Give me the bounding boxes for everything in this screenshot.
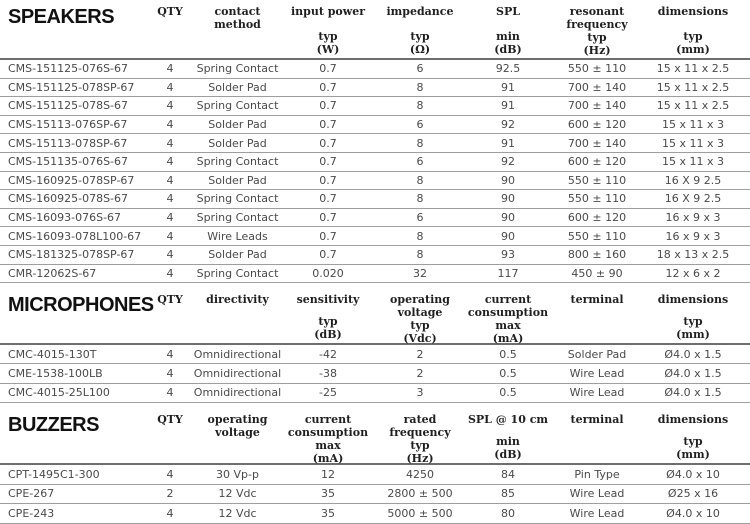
table-row xyxy=(0,116,750,135)
part-number-cell: CMS-160925-078S-67 xyxy=(8,192,129,206)
part-number-cell: CMS-15113-078SP-67 xyxy=(8,136,128,150)
column-sub-label: typ xyxy=(410,30,430,43)
value-cell: Ø4.0 x 1.5 xyxy=(664,367,722,381)
table-row xyxy=(0,384,750,403)
value-cell: Solder Pad xyxy=(208,118,267,132)
value-cell: 4 xyxy=(166,248,174,262)
value-cell: 6 xyxy=(416,118,424,132)
value-cell: Pin Type xyxy=(574,467,620,481)
value-cell: 90 xyxy=(501,211,515,225)
value-cell: 0.7 xyxy=(319,192,337,206)
column-sub-label: typ xyxy=(410,439,430,453)
column-sub-label: min xyxy=(496,435,520,449)
column-header-current-consumption xyxy=(467,293,549,346)
table-row xyxy=(0,60,750,79)
value-cell: 4 xyxy=(166,136,174,150)
value-cell: 700 ± 140 xyxy=(567,136,627,150)
value-cell: Spring Contact xyxy=(196,99,279,113)
value-cell: 2 xyxy=(166,487,174,501)
value-cell: 93 xyxy=(501,248,515,262)
value-cell: -42 xyxy=(319,347,337,361)
part-number-cell: CMS-15113-076SP-67 xyxy=(8,118,128,132)
value-cell: 12 x 6 x 2 xyxy=(665,266,721,280)
value-cell: 550 ± 110 xyxy=(567,229,627,243)
part-number-cell: CMS-151125-078S-67 xyxy=(8,99,129,113)
value-cell: 0.7 xyxy=(319,211,337,225)
value-cell: 8 xyxy=(416,192,424,206)
value-cell: 6 xyxy=(416,62,424,76)
column-label: sensitivity xyxy=(296,293,360,307)
value-cell: 92 xyxy=(501,155,515,169)
buzzers-header-row xyxy=(0,410,750,465)
value-cell: 18 x 13 x 2.5 xyxy=(656,248,730,262)
column-sub-label: (mA) xyxy=(312,452,344,466)
value-cell: Spring Contact xyxy=(196,211,279,225)
column-label: impedance xyxy=(386,5,454,18)
value-cell: 2800 ± 500 xyxy=(387,487,453,501)
value-cell: 91 xyxy=(501,99,515,113)
value-cell: 700 ± 140 xyxy=(567,99,627,113)
value-cell: 35 xyxy=(321,507,335,520)
column-sub-labels xyxy=(467,435,549,461)
table-row xyxy=(0,190,750,209)
value-cell: 4 xyxy=(166,367,174,381)
value-cell: 2 xyxy=(416,347,424,361)
value-cell: 91 xyxy=(501,136,515,150)
value-cell: 4 xyxy=(166,80,174,94)
column-sub-label: typ xyxy=(318,30,338,43)
value-cell: 8 xyxy=(416,173,424,187)
value-cell: 6 xyxy=(416,211,424,225)
column-sub-label: min xyxy=(496,30,520,43)
value-cell: 0.5 xyxy=(499,386,517,400)
column-label: terminal xyxy=(570,413,624,427)
part-number-cell: CMS-181325-078SP-67 xyxy=(8,248,135,262)
part-number-cell: CPE-243 xyxy=(8,507,55,520)
value-cell: 85 xyxy=(501,487,515,501)
column-sub-labels xyxy=(467,319,549,345)
value-cell: Spring Contact xyxy=(196,155,279,169)
value-cell: 4 xyxy=(166,99,174,113)
column-header-spl xyxy=(467,5,549,56)
column-header-dimensions xyxy=(645,413,741,461)
column-sub-labels xyxy=(283,30,373,56)
part-number-cell: CMC-4015-130T xyxy=(8,347,97,361)
value-cell: 700 ± 140 xyxy=(567,80,627,94)
value-cell: 550 ± 110 xyxy=(567,173,627,187)
value-cell: 15 x 11 x 2.5 xyxy=(656,99,730,113)
part-number-cell: CMS-160925-078SP-67 xyxy=(8,173,135,187)
value-cell: 0.7 xyxy=(319,62,337,76)
value-cell: Solder Pad xyxy=(208,136,267,150)
value-cell: 5000 ± 500 xyxy=(387,507,453,520)
column-label: dimensions xyxy=(657,5,729,18)
column-sub-label: (Ω) xyxy=(409,43,431,56)
column-header-contact-method xyxy=(192,5,283,56)
part-number-cell: CPT-1495C1-300 xyxy=(8,467,100,481)
microphones-table-body xyxy=(0,345,750,403)
value-cell: Wire Lead xyxy=(569,507,625,520)
column-header-dimensions xyxy=(645,5,741,56)
column-sub-label: (Vdc) xyxy=(403,332,437,346)
column-label: resonant frequency xyxy=(566,5,628,31)
column-header-operating-voltage xyxy=(373,293,467,346)
column-header-qty xyxy=(148,5,192,56)
column-label: directivity xyxy=(206,293,269,307)
value-cell: 2 xyxy=(416,367,424,381)
value-cell: Spring Contact xyxy=(196,266,279,280)
column-sub-labels xyxy=(373,439,467,465)
column-label: current consumption xyxy=(287,413,369,440)
value-cell: 800 ± 160 xyxy=(567,248,627,262)
value-cell: 600 ± 120 xyxy=(567,211,627,225)
column-sub-labels xyxy=(645,435,741,461)
value-cell: 6 xyxy=(416,155,424,169)
column-label: operating voltage xyxy=(390,293,450,320)
value-cell: 91 xyxy=(501,80,515,94)
value-cell: 8 xyxy=(416,248,424,262)
value-cell: 4 xyxy=(166,386,174,400)
column-header-sensitivity xyxy=(283,293,373,341)
value-cell: 84 xyxy=(501,467,515,481)
value-cell: 15 x 11 x 3 xyxy=(662,118,724,132)
value-cell: Solder Pad xyxy=(567,347,627,361)
part-number-cell: CMS-16093-076S-67 xyxy=(8,211,122,225)
value-cell: 0.7 xyxy=(319,80,337,94)
value-cell: 90 xyxy=(501,229,515,243)
part-number-cell: CMS-151135-076S-67 xyxy=(8,155,129,169)
value-cell: 15 x 11 x 2.5 xyxy=(656,80,730,94)
value-cell: 92.5 xyxy=(495,62,521,76)
part-number-cell: CME-1538-100LB xyxy=(8,367,103,381)
value-cell: 4 xyxy=(166,507,174,520)
value-cell: 550 ± 110 xyxy=(567,62,627,76)
value-cell: 15 x 11 x 3 xyxy=(662,136,724,150)
column-sub-label: (mm) xyxy=(676,43,710,56)
value-cell: 8 xyxy=(416,229,424,243)
value-cell: 16 X 9 2.5 xyxy=(664,173,722,187)
value-cell: Solder Pad xyxy=(208,80,267,94)
part-number-cell: CPE-267 xyxy=(8,487,55,501)
column-sub-label: (W) xyxy=(316,43,340,56)
column-label: SPL xyxy=(496,5,520,18)
column-sub-labels xyxy=(373,319,467,345)
table-row xyxy=(0,172,750,191)
column-sub-label: (dB) xyxy=(494,448,522,462)
part-number-cell: CMS-16093-078L100-67 xyxy=(8,229,142,243)
part-number-cell: CMS-151125-078SP-67 xyxy=(8,80,135,94)
value-cell: 4 xyxy=(166,467,174,481)
column-sub-label: max xyxy=(495,319,521,333)
column-sub-labels xyxy=(467,30,549,56)
column-header-qty xyxy=(148,413,192,461)
section-title-microphones: MICROPHONES xyxy=(8,294,154,317)
column-header-directivity xyxy=(192,293,283,341)
table-row xyxy=(0,485,750,505)
value-cell: 450 ± 90 xyxy=(571,266,623,280)
column-sub-labels xyxy=(645,315,741,341)
column-header-terminal xyxy=(549,293,645,341)
column-label: current consumption xyxy=(467,293,549,320)
column-header-qty xyxy=(148,293,192,341)
column-label: operating voltage xyxy=(207,413,268,440)
value-cell: 8 xyxy=(416,80,424,94)
table-row xyxy=(0,364,750,383)
column-label: rated frequency xyxy=(389,413,451,440)
microphones-section xyxy=(0,290,750,403)
value-cell: 4 xyxy=(166,211,174,225)
value-cell: Solder Pad xyxy=(208,248,267,262)
value-cell: Wire Lead xyxy=(569,487,625,501)
column-label: SPL @ 10 cm xyxy=(467,413,549,427)
value-cell: Omnidirectional xyxy=(193,347,282,361)
value-cell: 4 xyxy=(166,192,174,206)
column-label: contact method xyxy=(214,5,261,31)
value-cell: 0.7 xyxy=(319,136,337,150)
value-cell: 16 X 9 2.5 xyxy=(664,192,722,206)
speakers-section xyxy=(0,2,750,283)
speakers-table-body xyxy=(0,60,750,283)
value-cell: Ø25 x 16 xyxy=(667,487,719,501)
column-header-input-power xyxy=(283,5,373,56)
column-label: terminal xyxy=(570,293,624,307)
column-sub-label: (Hz) xyxy=(583,44,611,57)
value-cell: 4 xyxy=(166,62,174,76)
value-cell: 0.7 xyxy=(319,229,337,243)
column-sub-label: (dB) xyxy=(494,43,522,56)
column-sub-label: typ xyxy=(683,435,703,449)
value-cell: 3 xyxy=(416,386,424,400)
value-cell: 16 x 9 x 3 xyxy=(665,229,721,243)
value-cell: Spring Contact xyxy=(196,192,279,206)
value-cell: 4 xyxy=(166,266,174,280)
value-cell: 4 xyxy=(166,347,174,361)
value-cell: Ø4.0 x 1.5 xyxy=(664,386,722,400)
buzzers-table-body xyxy=(0,465,750,524)
column-sub-label: max xyxy=(315,439,341,453)
value-cell: 16 x 9 x 3 xyxy=(665,211,721,225)
value-cell: Ø4.0 x 10 xyxy=(666,467,720,481)
table-row xyxy=(0,465,750,485)
buzzers-section xyxy=(0,410,750,524)
column-sub-labels xyxy=(549,31,645,57)
table-row xyxy=(0,153,750,172)
section-title-buzzers: BUZZERS xyxy=(8,414,99,437)
value-cell: Omnidirectional xyxy=(193,367,282,381)
value-cell: 0.020 xyxy=(312,266,344,280)
table-row xyxy=(0,79,750,98)
value-cell: 32 xyxy=(413,266,427,280)
column-sub-label: typ xyxy=(587,31,607,44)
column-sub-label: (mm) xyxy=(676,448,710,462)
value-cell: 550 ± 110 xyxy=(567,192,627,206)
value-cell: 8 xyxy=(416,136,424,150)
column-sub-label: (dB) xyxy=(314,328,342,342)
column-sub-label: typ xyxy=(683,30,703,43)
value-cell: Solder Pad xyxy=(208,173,267,187)
column-header-dimensions xyxy=(645,293,741,341)
column-sub-labels xyxy=(283,315,373,341)
part-number-cell: CMR-12062S-67 xyxy=(8,266,97,280)
value-cell: 12 Vdc xyxy=(218,487,257,501)
value-cell: Spring Contact xyxy=(196,62,279,76)
table-row xyxy=(0,209,750,228)
value-cell: 4 xyxy=(166,229,174,243)
value-cell: 4 xyxy=(166,118,174,132)
speakers-header-row xyxy=(0,2,750,60)
value-cell: 4 xyxy=(166,155,174,169)
column-header-impedance xyxy=(373,5,467,56)
value-cell: 0.7 xyxy=(319,155,337,169)
value-cell: 600 ± 120 xyxy=(567,155,627,169)
microphones-header-row xyxy=(0,290,750,345)
table-row xyxy=(0,265,750,284)
value-cell: 4250 xyxy=(406,467,434,481)
value-cell: Ø4.0 x 1.5 xyxy=(664,347,722,361)
column-header-rated-frequency xyxy=(373,413,467,466)
column-label: QTY xyxy=(157,413,183,427)
column-header-terminal xyxy=(549,413,645,461)
table-row xyxy=(0,227,750,246)
column-header-operating-voltage xyxy=(192,413,283,461)
value-cell: 35 xyxy=(321,487,335,501)
value-cell: -38 xyxy=(319,367,337,381)
column-header-resonant-frequency xyxy=(549,5,645,56)
value-cell: 117 xyxy=(497,266,519,280)
value-cell: 0.7 xyxy=(319,118,337,132)
value-cell: -25 xyxy=(319,386,337,400)
value-cell: Ø4.0 x 10 xyxy=(666,507,720,520)
value-cell: 0.5 xyxy=(499,367,517,381)
table-row xyxy=(0,134,750,153)
column-sub-label: (mA) xyxy=(492,332,524,346)
column-sub-labels xyxy=(645,30,741,56)
part-number-cell: CMC-4015-25L100 xyxy=(8,386,110,400)
column-label: QTY xyxy=(157,293,183,307)
value-cell: Wire Lead xyxy=(569,367,625,381)
value-cell: 12 Vdc xyxy=(218,507,257,520)
value-cell: 8 xyxy=(416,99,424,113)
value-cell: 90 xyxy=(501,173,515,187)
value-cell: 15 x 11 x 2.5 xyxy=(656,62,730,76)
value-cell: 15 x 11 x 3 xyxy=(662,155,724,169)
column-header-spl-at-10cm xyxy=(467,413,549,461)
value-cell: 4 xyxy=(166,173,174,187)
value-cell: 80 xyxy=(501,507,515,520)
value-cell: 600 ± 120 xyxy=(567,118,627,132)
value-cell: 0.7 xyxy=(319,173,337,187)
value-cell: 30 Vp-p xyxy=(216,467,259,481)
value-cell: Omnidirectional xyxy=(193,386,282,400)
value-cell: Wire Leads xyxy=(207,229,268,243)
part-number-cell: CMS-151125-076S-67 xyxy=(8,62,129,76)
section-title-speakers: SPEAKERS xyxy=(8,6,115,28)
value-cell: Wire Lead xyxy=(569,386,625,400)
value-cell: 0.7 xyxy=(319,99,337,113)
column-label: dimensions xyxy=(657,293,729,307)
column-sub-labels xyxy=(373,30,467,56)
value-cell: 92 xyxy=(501,118,515,132)
column-sub-label: typ xyxy=(410,319,430,333)
column-label: dimensions xyxy=(657,413,729,427)
value-cell: 0.5 xyxy=(499,347,517,361)
table-row xyxy=(0,345,750,364)
column-header-current-consumption xyxy=(283,413,373,466)
column-sub-label: typ xyxy=(318,315,338,329)
column-sub-label: typ xyxy=(683,315,703,329)
column-label: QTY xyxy=(157,5,183,18)
column-sub-labels xyxy=(283,439,373,465)
column-sub-label: (Hz) xyxy=(406,452,434,466)
column-sub-label: (mm) xyxy=(676,328,710,342)
value-cell: 12 xyxy=(321,467,335,481)
table-row xyxy=(0,97,750,116)
value-cell: 90 xyxy=(501,192,515,206)
table-row xyxy=(0,246,750,265)
column-label: input power xyxy=(290,5,366,18)
value-cell: 0.7 xyxy=(319,248,337,262)
